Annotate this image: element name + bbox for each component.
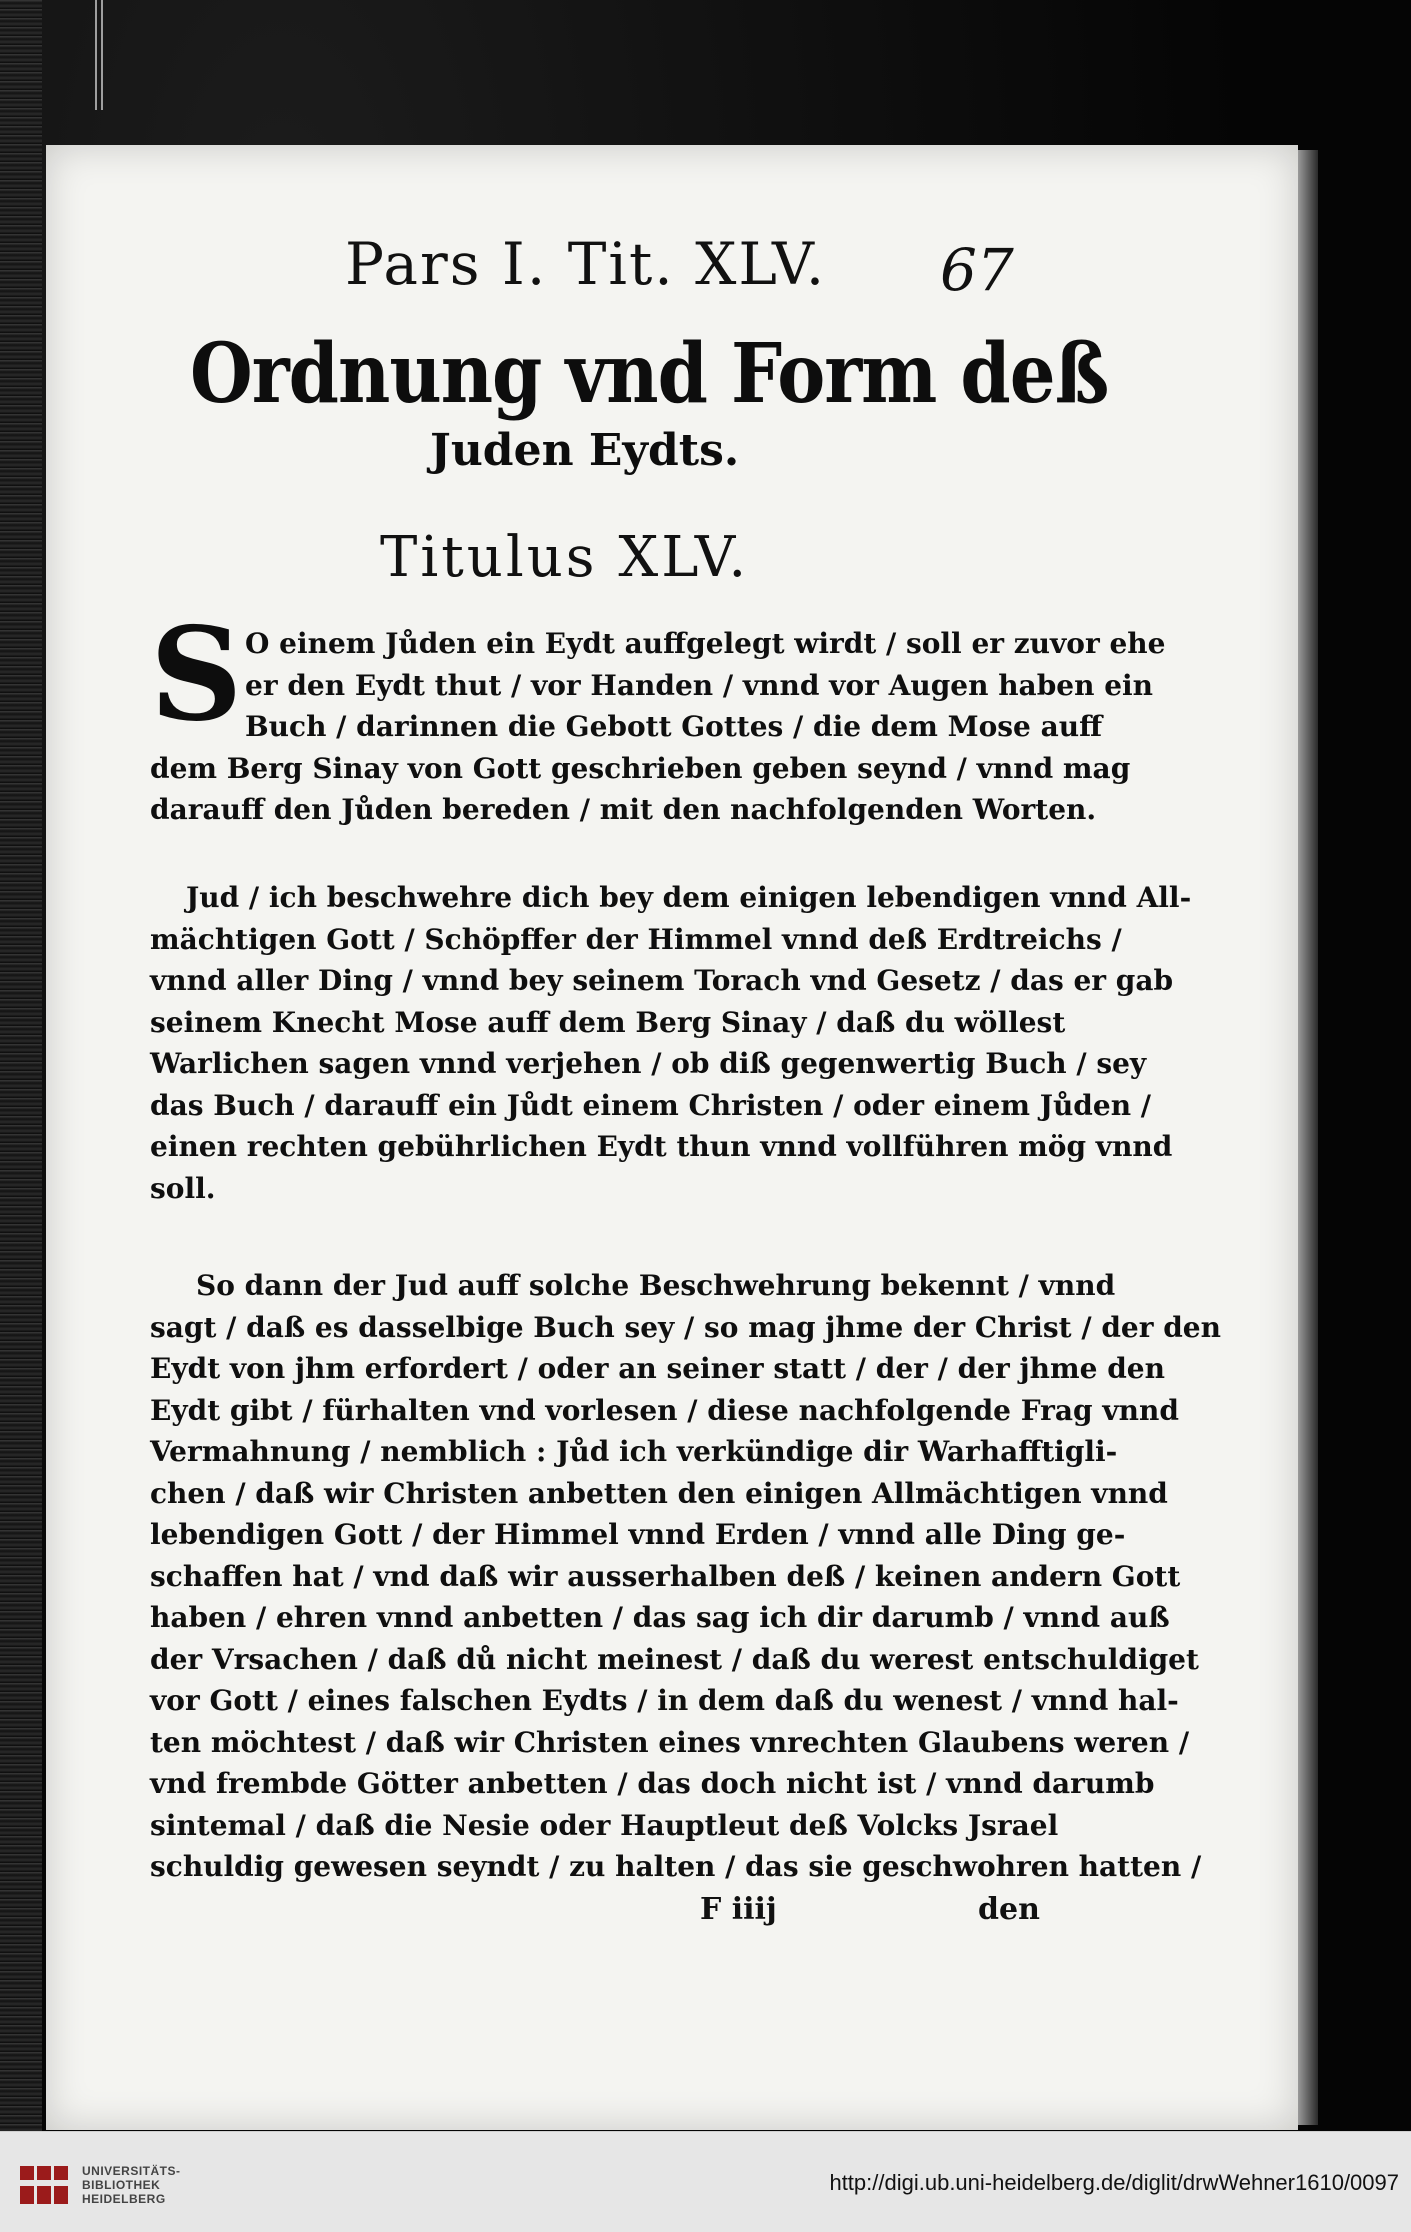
text-line: einen rechten gebührlichen Eydt thun vnnd vollführen mög vnnd [150,1130,1173,1163]
titulus-heading: Titulus XLV. [380,525,750,590]
viewer-footer [0,2131,1411,2232]
text-line: das Buch / darauff ein Jůdt einem Christen / oder einem Jůden / [150,1088,1152,1122]
university-logo-text [82,2164,181,2206]
logo-line: BIBLIOTHEK [82,2178,161,2192]
text-line: darauff den Jůden bereden / mit den nachfolgenden Worten. [150,793,1097,826]
text-line: Jud / ich beschwehre dich bey dem einigen lebendigen vnnd All- [186,881,1192,914]
text-line: Warlichen sagen vnnd verjehen / ob diß gegenwertig Buch / sey [150,1047,1147,1080]
text-line: schuldig gewesen seyndt / zu halten / das sie geschwohren hatten / [150,1850,1202,1883]
text-line: chen / daß wir Christen anbetten den einigen Allmächtigen vnnd [150,1476,1168,1510]
logo-line: HEIDELBERG [82,2192,166,2206]
text-line: O einem Jůden ein Eydt auffgelegt wirdt / soll er zuvor ehe [245,627,1166,660]
running-head: Pars I. Tit. XLV. [345,230,827,298]
university-logo-icon [18,2162,70,2208]
page-number: 67 [940,236,1014,304]
signature-mark: F iiij [700,1892,777,1927]
text-line: vor Gott / eines falschen Eydts / in dem daß du wenest / vnnd hal- [150,1684,1179,1717]
paragraph-2 [150,877,1192,1209]
paragraph-1 [150,623,1166,831]
page-edge [1298,150,1318,2125]
text-line: soll. [150,1171,216,1205]
text-line: sintemal / daß die Nesie oder Hauptleut deß Volcks Jsrael [150,1808,1059,1842]
text-line: er den Eydt thut / vor Handen / vnnd vor Augen haben ein [245,668,1154,702]
text-line: vnd frembde Götter anbetten / das doch nicht ist / vnnd darumb [150,1767,1155,1800]
paragraph-3 [150,1265,1221,1888]
drop-capital: S [150,600,243,750]
text-line: dem Berg Sinay von Gott geschrieben geben seynd / vnnd mag [150,751,1131,785]
spine-marks [95,0,105,110]
text-line: schaffen hat / vnd daß wir ausserhalben deß / keinen andern Gott [150,1559,1181,1593]
text-line: mächtigen Gott / Schöpffer der Himmel vnnd deß Erdtreichs / [150,922,1122,956]
text-line: vnnd aller Ding / vnnd bey seinem Torach vnd Gesetz / das er gab [150,964,1174,997]
binding-strip [0,0,42,2131]
text-line: Vermahnung / nemblich : Jůd ich verkündige dir Warhafftigli- [150,1435,1118,1468]
text-line: sagt / daß es dasselbige Buch sey / so mag jhme der Christ / der den [150,1310,1221,1344]
text-line: haben / ehren vnnd anbetten / das sag ich dir darumb / vnnd auß [150,1601,1170,1634]
logo-line: UNIVERSITÄTS- [82,2164,181,2178]
text-line: So dann der Jud auff solche Beschwehrung bekennt / vnnd [196,1269,1116,1302]
catchword: den [978,1892,1040,1927]
chapter-subtitle: Juden Eydts. [430,425,740,476]
text-line: seinem Knecht Mose auff dem Berg Sinay / daß du wöllest [150,1005,1066,1039]
text-line: ten möchtest / daß wir Christen eines vnrechten Glaubens weren / [150,1725,1190,1759]
text-line: Eydt von jhm erfordert / oder an seiner statt / der / der jhme den [150,1352,1165,1385]
chapter-title: Ordnung vnd Form deß [190,323,1109,422]
text-line: Buch / darinnen die Gebott Gottes / die dem Mose auff [245,710,1103,743]
text-line: lebendigen Gott / der Himmel vnnd Erden / vnnd alle Ding ge- [150,1518,1126,1551]
source-url-link[interactable]: http://digi.ub.uni-heidelberg.de/diglit/drwWehner1610/0097 [829,2170,1399,2195]
text-line: Eydt gibt / fürhalten vnd vorlesen / diese nachfolgende Frag vnnd [150,1393,1179,1427]
text-line: der Vrsachen / daß dů nicht meinest / daß du werest entschuldiget [150,1642,1199,1676]
